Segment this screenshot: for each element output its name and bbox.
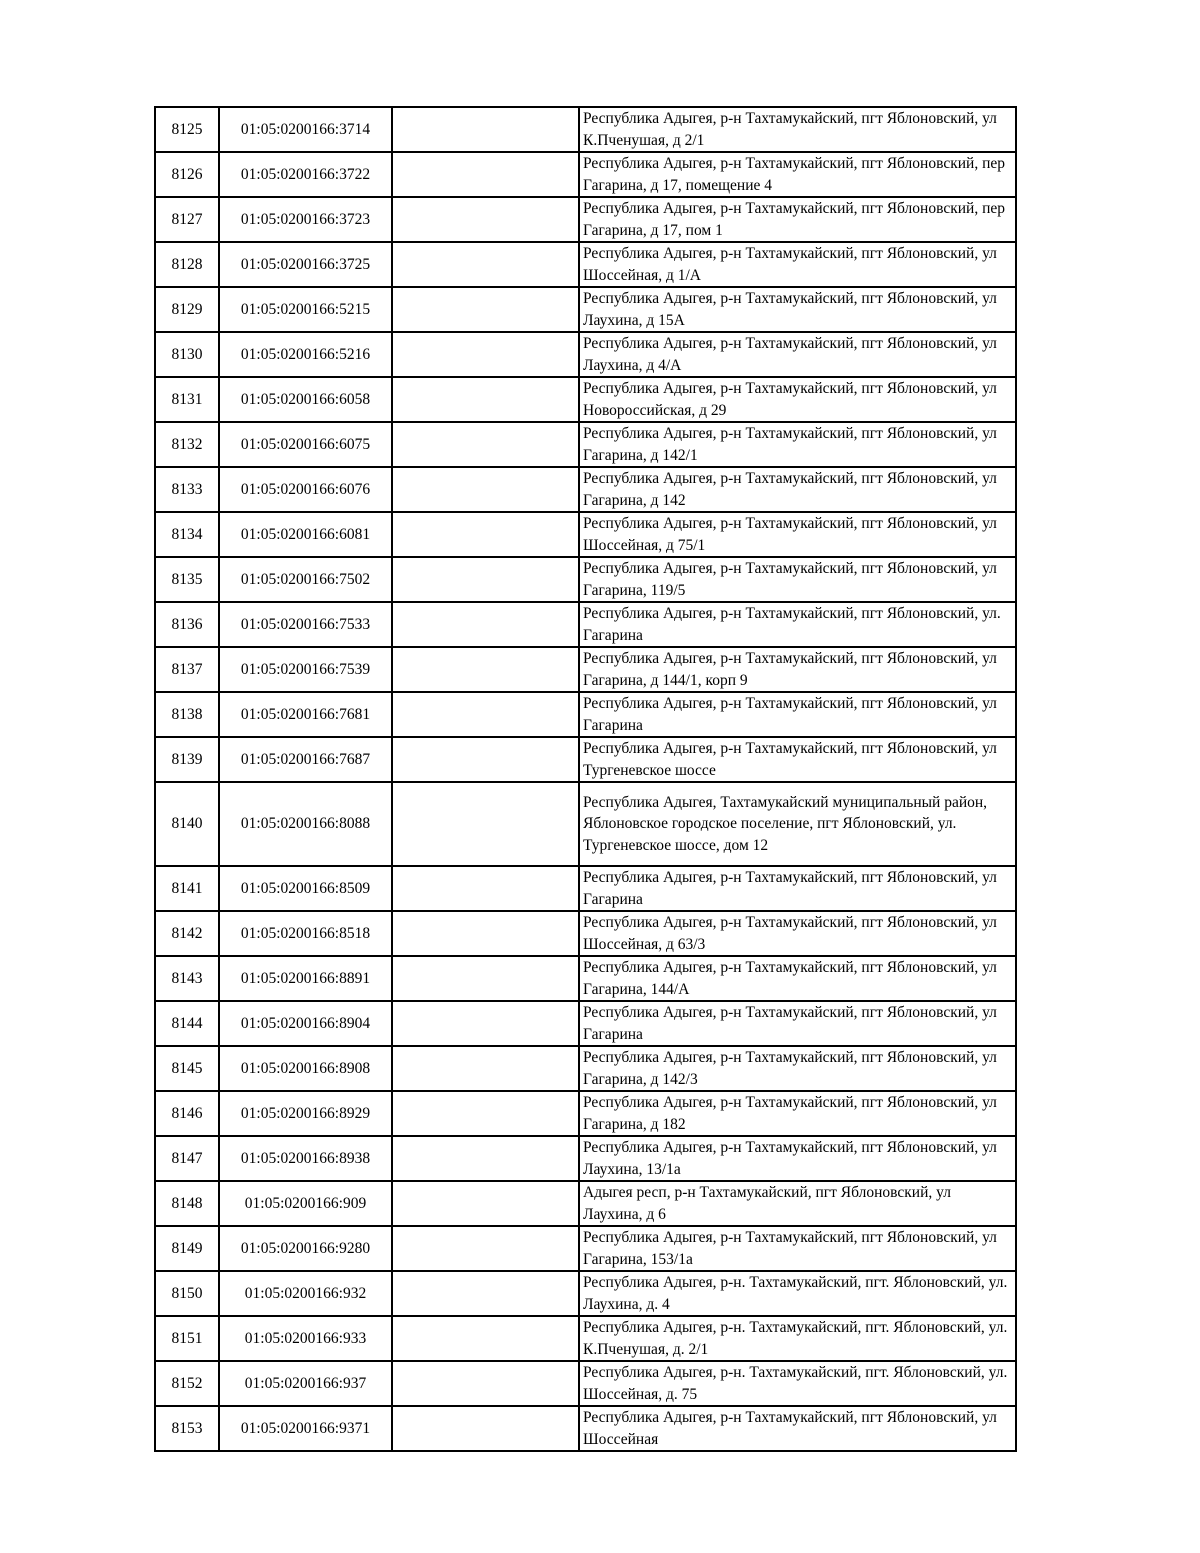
- table-row: [155, 602, 1016, 647]
- blank-cell: [392, 332, 579, 377]
- row-number-cell: 8146: [155, 1091, 219, 1136]
- table-row: [155, 956, 1016, 1001]
- cadastral-number-cell: 01:05:0200166:7539: [219, 647, 392, 692]
- table-row: [155, 911, 1016, 956]
- row-number-cell: 8127: [155, 197, 219, 242]
- row-number-cell: 8150: [155, 1271, 219, 1316]
- address-cell: Республика Адыгея, р-н Тахтамукайский, пгт Яблоновский, ул Гагарина, д 142: [579, 467, 1016, 512]
- table-row: [155, 647, 1016, 692]
- cadastral-number-cell: 01:05:0200166:3714: [219, 107, 392, 152]
- row-number-cell: 8140: [155, 782, 219, 866]
- row-number-cell: 8152: [155, 1361, 219, 1406]
- table-row: [155, 1271, 1016, 1316]
- cadastral-number-cell: 01:05:0200166:3725: [219, 242, 392, 287]
- row-number-cell: 8151: [155, 1316, 219, 1361]
- table-row: [155, 1181, 1016, 1226]
- table-row: [155, 422, 1016, 467]
- address-cell: Республика Адыгея, р-н Тахтамукайский, пгт Яблоновский, пер Гагарина, д 17, помещение 4: [579, 152, 1016, 197]
- address-cell: Республика Адыгея, р-н Тахтамукайский, пгт Яблоновский, ул Гагарина, 144/А: [579, 956, 1016, 1001]
- address-cell: Республика Адыгея, р-н Тахтамукайский, пгт Яблоновский, ул Лаухина, д 15А: [579, 287, 1016, 332]
- table-row: [155, 242, 1016, 287]
- row-number-cell: 8145: [155, 1046, 219, 1091]
- cadastral-number-cell: 01:05:0200166:8088: [219, 782, 392, 866]
- table-row: [155, 1136, 1016, 1181]
- cadastral-number-cell: 01:05:0200166:7687: [219, 737, 392, 782]
- cadastral-number-cell: 01:05:0200166:6076: [219, 467, 392, 512]
- cadastral-number-cell: 01:05:0200166:6075: [219, 422, 392, 467]
- blank-cell: [392, 1316, 579, 1361]
- blank-cell: [392, 647, 579, 692]
- row-number-cell: 8133: [155, 467, 219, 512]
- address-cell: Республика Адыгея, р-н Тахтамукайский, пгт Яблоновский, ул Тургеневское шоссе: [579, 737, 1016, 782]
- blank-cell: [392, 107, 579, 152]
- cadastral-number-cell: 01:05:0200166:8891: [219, 956, 392, 1001]
- cadastral-number-cell: 01:05:0200166:8518: [219, 911, 392, 956]
- row-number-cell: 8148: [155, 1181, 219, 1226]
- address-cell: Республика Адыгея, р-н Тахтамукайский, пгт Яблоновский, ул Гагарина, д 142/3: [579, 1046, 1016, 1091]
- blank-cell: [392, 1181, 579, 1226]
- cadastral-number-cell: 01:05:0200166:932: [219, 1271, 392, 1316]
- blank-cell: [392, 1226, 579, 1271]
- registry-table-body: [155, 107, 1016, 1451]
- address-cell: Республика Адыгея, р-н Тахтамукайский, пгт Яблоновский, ул. Гагарина: [579, 602, 1016, 647]
- row-number-cell: 8149: [155, 1226, 219, 1271]
- blank-cell: [392, 737, 579, 782]
- cadastral-number-cell: 01:05:0200166:5216: [219, 332, 392, 377]
- row-number-cell: 8129: [155, 287, 219, 332]
- row-number-cell: 8142: [155, 911, 219, 956]
- table-row: [155, 332, 1016, 377]
- row-number-cell: 8139: [155, 737, 219, 782]
- address-cell: Республика Адыгея, р-н Тахтамукайский, пгт Яблоновский, ул Шоссейная, д 63/3: [579, 911, 1016, 956]
- blank-cell: [392, 242, 579, 287]
- table-row: [155, 692, 1016, 737]
- cadastral-number-cell: 01:05:0200166:937: [219, 1361, 392, 1406]
- table-row: [155, 1316, 1016, 1361]
- table-row: [155, 782, 1016, 866]
- table-row: [155, 467, 1016, 512]
- table-row: [155, 866, 1016, 911]
- blank-cell: [392, 602, 579, 647]
- blank-cell: [392, 782, 579, 866]
- blank-cell: [392, 1271, 579, 1316]
- row-number-cell: 8125: [155, 107, 219, 152]
- address-cell: Республика Адыгея, р-н Тахтамукайский, пгт Яблоновский, ул К.Пченушая, д 2/1: [579, 107, 1016, 152]
- blank-cell: [392, 377, 579, 422]
- cadastral-number-cell: 01:05:0200166:9371: [219, 1406, 392, 1451]
- address-cell: Республика Адыгея, р-н Тахтамукайский, пгт Яблоновский, ул Гагарина, 153/1а: [579, 1226, 1016, 1271]
- blank-cell: [392, 422, 579, 467]
- address-cell: Республика Адыгея, р-н Тахтамукайский, пгт Яблоновский, ул Гагарина, д 182: [579, 1091, 1016, 1136]
- blank-cell: [392, 866, 579, 911]
- row-number-cell: 8132: [155, 422, 219, 467]
- address-cell: Республика Адыгея, р-н Тахтамукайский, пгт Яблоновский, ул Гагарина: [579, 866, 1016, 911]
- address-cell: Республика Адыгея, р-н Тахтамукайский, пгт Яблоновский, ул Лаухина, 13/1а: [579, 1136, 1016, 1181]
- table-row: [155, 1001, 1016, 1046]
- row-number-cell: 8144: [155, 1001, 219, 1046]
- table-row: [155, 197, 1016, 242]
- address-cell: Республика Адыгея, р-н Тахтамукайский, пгт Яблоновский, ул Шоссейная, д 75/1: [579, 512, 1016, 557]
- cadastral-number-cell: 01:05:0200166:7502: [219, 557, 392, 602]
- blank-cell: [392, 1136, 579, 1181]
- row-number-cell: 8143: [155, 956, 219, 1001]
- table-row: [155, 1361, 1016, 1406]
- blank-cell: [392, 197, 579, 242]
- address-cell: Республика Адыгея, Тахтамукайский муниципальный район, Яблоновское городское поселение, пгт Яблоновский, ул. Тургеневское шоссе, дом 12: [579, 782, 1016, 866]
- cadastral-number-cell: 01:05:0200166:3722: [219, 152, 392, 197]
- row-number-cell: 8130: [155, 332, 219, 377]
- table-row: [155, 737, 1016, 782]
- cadastral-number-cell: 01:05:0200166:7681: [219, 692, 392, 737]
- blank-cell: [392, 911, 579, 956]
- address-cell: Республика Адыгея, р-н Тахтамукайский, пгт Яблоновский, ул Гагарина, д 144/1, корп 9: [579, 647, 1016, 692]
- table-row: [155, 1406, 1016, 1451]
- row-number-cell: 8138: [155, 692, 219, 737]
- table-row: [155, 512, 1016, 557]
- address-cell: Республика Адыгея, р-н. Тахтамукайский, пгт. Яблоновский, ул. К.Пченушая, д. 2/1: [579, 1316, 1016, 1361]
- row-number-cell: 8128: [155, 242, 219, 287]
- table-row: [155, 557, 1016, 602]
- cadastral-number-cell: 01:05:0200166:933: [219, 1316, 392, 1361]
- address-cell: Адыгея респ, р-н Тахтамукайский, пгт Яблоновский, ул Лаухина, д 6: [579, 1181, 1016, 1226]
- address-cell: Республика Адыгея, р-н. Тахтамукайский, пгт. Яблоновский, ул. Шоссейная, д. 75: [579, 1361, 1016, 1406]
- table-row: [155, 1091, 1016, 1136]
- blank-cell: [392, 1406, 579, 1451]
- blank-cell: [392, 152, 579, 197]
- row-number-cell: 8136: [155, 602, 219, 647]
- row-number-cell: 8137: [155, 647, 219, 692]
- address-cell: Республика Адыгея, р-н Тахтамукайский, пгт Яблоновский, ул Шоссейная, д 1/А: [579, 242, 1016, 287]
- table-row: [155, 1046, 1016, 1091]
- cadastral-number-cell: 01:05:0200166:6081: [219, 512, 392, 557]
- blank-cell: [392, 956, 579, 1001]
- blank-cell: [392, 467, 579, 512]
- cadastral-number-cell: 01:05:0200166:8509: [219, 866, 392, 911]
- blank-cell: [392, 557, 579, 602]
- row-number-cell: 8134: [155, 512, 219, 557]
- cadastral-number-cell: 01:05:0200166:6058: [219, 377, 392, 422]
- table-row: [155, 377, 1016, 422]
- blank-cell: [392, 1091, 579, 1136]
- blank-cell: [392, 692, 579, 737]
- address-cell: Республика Адыгея, р-н Тахтамукайский, пгт Яблоновский, ул Гагарина: [579, 692, 1016, 737]
- cadastral-number-cell: 01:05:0200166:8904: [219, 1001, 392, 1046]
- row-number-cell: 8135: [155, 557, 219, 602]
- blank-cell: [392, 1001, 579, 1046]
- cadastral-number-cell: 01:05:0200166:8908: [219, 1046, 392, 1091]
- address-cell: Республика Адыгея, р-н. Тахтамукайский, пгт. Яблоновский, ул. Лаухина, д. 4: [579, 1271, 1016, 1316]
- table-row: [155, 1226, 1016, 1271]
- row-number-cell: 8141: [155, 866, 219, 911]
- cadastral-number-cell: 01:05:0200166:3723: [219, 197, 392, 242]
- address-cell: Республика Адыгея, р-н Тахтамукайский, пгт Яблоновский, пер Гагарина, д 17, пом 1: [579, 197, 1016, 242]
- address-cell: Республика Адыгея, р-н Тахтамукайский, пгт Яблоновский, ул Гагарина, 119/5: [579, 557, 1016, 602]
- address-cell: Республика Адыгея, р-н Тахтамукайский, пгт Яблоновский, ул Шоссейная: [579, 1406, 1016, 1451]
- property-registry-table: [154, 106, 1017, 1452]
- blank-cell: [392, 512, 579, 557]
- cadastral-number-cell: 01:05:0200166:5215: [219, 287, 392, 332]
- blank-cell: [392, 1361, 579, 1406]
- table-row: [155, 287, 1016, 332]
- row-number-cell: 8153: [155, 1406, 219, 1451]
- cadastral-number-cell: 01:05:0200166:7533: [219, 602, 392, 647]
- address-cell: Республика Адыгея, р-н Тахтамукайский, пгт Яблоновский, ул Лаухина, д 4/А: [579, 332, 1016, 377]
- row-number-cell: 8147: [155, 1136, 219, 1181]
- blank-cell: [392, 287, 579, 332]
- row-number-cell: 8126: [155, 152, 219, 197]
- blank-cell: [392, 1046, 579, 1091]
- address-cell: Республика Адыгея, р-н Тахтамукайский, пгт Яблоновский, ул Гагарина: [579, 1001, 1016, 1046]
- address-cell: Республика Адыгея, р-н Тахтамукайский, пгт Яблоновский, ул Новороссийская, д 29: [579, 377, 1016, 422]
- table-row: [155, 107, 1016, 152]
- cadastral-number-cell: 01:05:0200166:8929: [219, 1091, 392, 1136]
- table-row: [155, 152, 1016, 197]
- address-cell: Республика Адыгея, р-н Тахтамукайский, пгт Яблоновский, ул Гагарина, д 142/1: [579, 422, 1016, 467]
- cadastral-number-cell: 01:05:0200166:9280: [219, 1226, 392, 1271]
- cadastral-number-cell: 01:05:0200166:909: [219, 1181, 392, 1226]
- row-number-cell: 8131: [155, 377, 219, 422]
- cadastral-number-cell: 01:05:0200166:8938: [219, 1136, 392, 1181]
